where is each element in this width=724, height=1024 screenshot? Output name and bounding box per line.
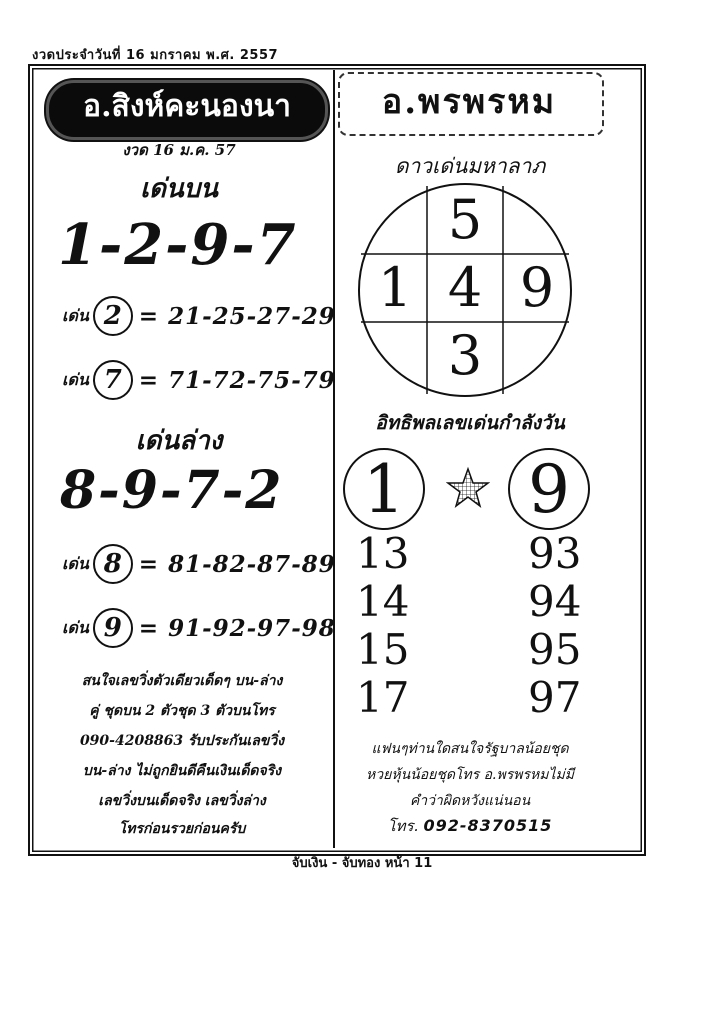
star-icon <box>446 466 490 510</box>
top-main-numbers: 1-2-9-7 <box>58 212 298 278</box>
bottom-main-numbers: 8-9-7-2 <box>60 460 284 521</box>
right-list-number: 93 <box>528 529 582 578</box>
left-note-line: เลขวิ่งบนเด็ดจริง เลขวิ่งล่าง <box>98 793 266 809</box>
left-note-line: โทรก่อนรวยก่อนครับ <box>118 821 246 837</box>
top-play-row <box>62 360 336 400</box>
bottom-play-row <box>62 544 336 584</box>
grid-bottom-number: 3 <box>447 324 483 387</box>
lucky-number-grid <box>355 180 575 400</box>
left-note-line: 090-4208863 รับประกันเลขวิ่ง <box>79 733 285 749</box>
right-note-line: หวยหุ้นน้อยชุดโทร อ.พรพรหมไม่มี <box>366 767 574 783</box>
play-numbers: = 91-92-97-98 <box>138 614 336 642</box>
play-digit-circle: 7 <box>93 360 133 400</box>
right-note-line: คำว่าผิดหวังแน่นอน <box>409 793 531 809</box>
grid-right-number: 9 <box>519 256 555 319</box>
left-note-line: สนใจเลขวิ่งตัวเดียวเด็ดๆ บน-ล่าง <box>81 673 283 689</box>
play-digit-circle: 8 <box>93 544 133 584</box>
phone-number: 092-8370515 <box>423 816 553 835</box>
phone-prefix: โทร. <box>387 817 419 835</box>
play-numbers: = 71-72-75-79 <box>138 366 336 394</box>
left-list-number: 13 <box>356 529 410 578</box>
phone-line <box>338 814 602 838</box>
right-big-circle-number: 9 <box>508 448 590 530</box>
grid-left-number: 1 <box>377 256 413 319</box>
play-numbers: = 21-25-27-29 <box>138 302 336 330</box>
left-note-line: บน-ล่าง ไม่ถูกยินดีคืนเงินเด็ดจริง <box>82 763 282 779</box>
page-footer: จับเงิน - จับทอง หน้า 11 <box>291 856 433 871</box>
play-digit-circle: 9 <box>93 608 133 648</box>
play-digit-circle: 2 <box>93 296 133 336</box>
draw-date: งวด 16 ม.ค. 57 <box>122 141 236 159</box>
right-note-line: แฟนๆท่านใดสนใจรัฐบาลน้อยชุด <box>371 741 569 757</box>
left-title: อ.สิงห์คะนองนา <box>83 89 291 124</box>
top-play-row <box>62 296 336 336</box>
column-divider <box>333 70 335 848</box>
grid-center-number: 4 <box>447 256 483 319</box>
bottom-heading: เด่นล่าง <box>135 426 223 456</box>
left-list-number: 17 <box>356 673 410 722</box>
right-list-number: 94 <box>528 577 582 626</box>
star-label: ดาวเด่นมหาลาภ <box>394 154 546 178</box>
influence-label: อิทธิพลเลขเด่นกำลังวัน <box>375 412 565 434</box>
top-heading: เด่นบน <box>140 174 218 204</box>
left-note-line: คู่ ชุดบน 2 ตัวชุด 3 ตัวบนโทร <box>89 703 275 719</box>
grid-top-number: 5 <box>447 188 483 251</box>
left-list-number: 15 <box>356 625 410 674</box>
right-title: อ.พรพรหม <box>381 82 557 122</box>
play-label: เด่น <box>62 617 89 637</box>
left-list-number: 14 <box>356 577 410 626</box>
right-list-number: 95 <box>528 625 582 674</box>
bottom-play-row <box>62 608 336 648</box>
right-list-number: 97 <box>528 673 582 722</box>
page-header-date: งวดประจำวันที่ 16 มกราคม พ.ศ. 2557 <box>32 48 279 63</box>
play-label: เด่น <box>62 305 89 325</box>
play-label: เด่น <box>62 553 89 573</box>
play-label: เด่น <box>62 369 89 389</box>
play-numbers: = 81-82-87-89 <box>138 550 336 578</box>
left-big-circle-number: 1 <box>343 448 425 530</box>
